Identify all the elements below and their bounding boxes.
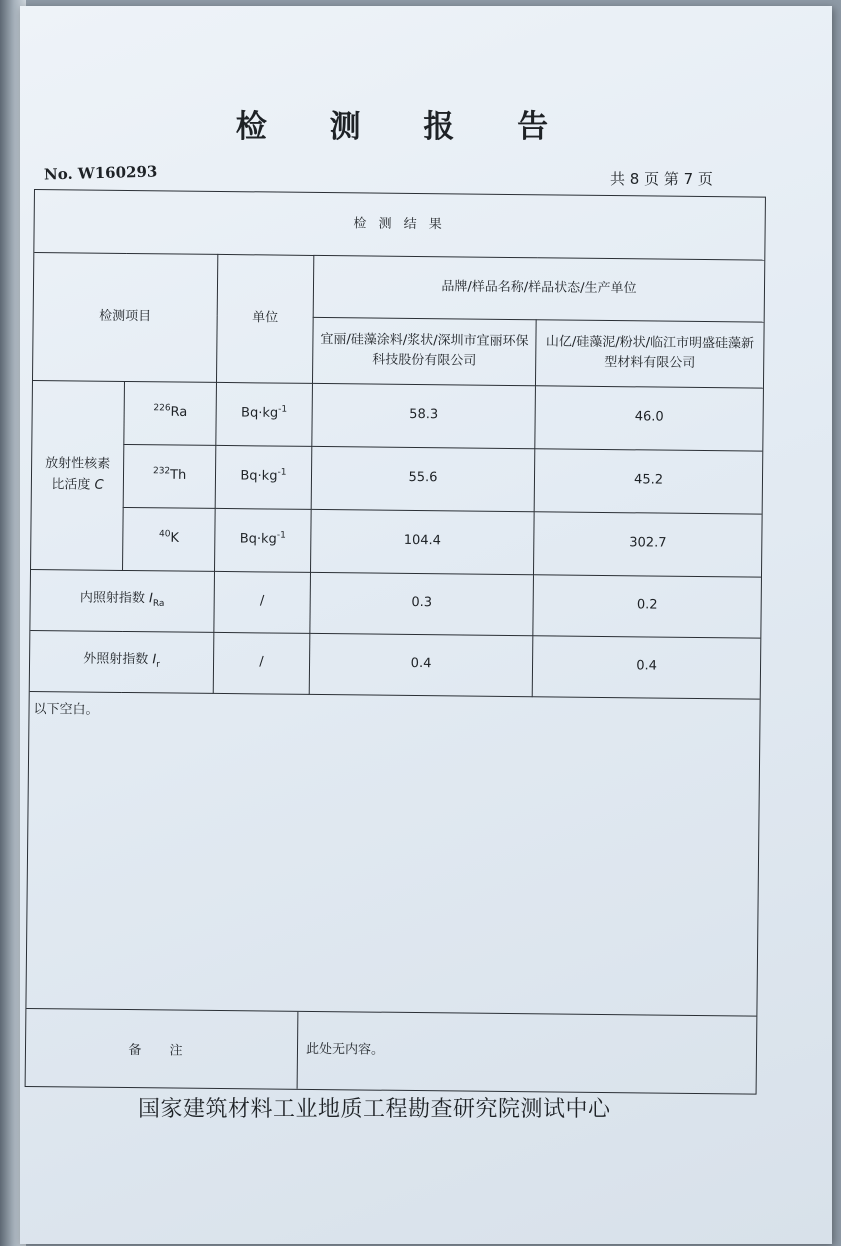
nuclide-group-symbol: C	[94, 477, 104, 493]
nuclide-value-sample-2: 46.0	[535, 385, 763, 450]
index-unit: /	[213, 632, 309, 694]
nuclide-value-sample-1: 104.4	[310, 509, 534, 574]
report-number: No. W160293	[43, 162, 158, 184]
header-sample-2: 山亿/硅藻泥/粉状/临江市明盛硅藻新型材料有限公司	[536, 319, 764, 387]
remarks-label: 备 注	[26, 1009, 299, 1089]
nuclide-value-sample-1: 58.3	[312, 383, 536, 448]
index-value-sample-2: 0.2	[533, 574, 761, 637]
nuclide-name: $^{40}$K	[123, 507, 215, 571]
nuclide-unit: $Bq\cdot kg^{-1}$	[216, 382, 312, 446]
nuclide-group-line2: 比活度	[51, 476, 91, 493]
page-title: 检 测 报 告	[235, 109, 575, 145]
results-frame	[25, 189, 766, 1095]
header-sample-1: 宜丽/硅藻涂料/浆状/深圳市宜丽环保科技股份有限公司	[312, 317, 536, 385]
index-label: 外照射指数 $I_r$	[30, 630, 214, 693]
blank-note: 以下空白。	[33, 701, 99, 718]
nuclide-unit: $Bq\cdot kg^{-1}$	[215, 508, 311, 572]
page-count: 共 8 页 第 7 页	[610, 170, 713, 188]
table-caption: 检 测 结 果	[34, 190, 765, 260]
header-sample-group: 品牌/样品名称/样品状态/生产单位	[313, 255, 764, 322]
nuclide-row	[32, 380, 763, 451]
nuclide-row	[32, 443, 763, 514]
report-page	[20, 6, 832, 1244]
index-value-sample-1: 0.4	[309, 633, 533, 696]
header-unit: 单位	[217, 254, 314, 383]
institution-name: 国家建筑材料工业地质工程勘查研究院测试中心	[138, 1097, 611, 1122]
index-value-sample-2: 0.4	[532, 635, 760, 698]
index-row	[30, 630, 761, 699]
header-item: 检测项目	[33, 252, 218, 382]
nuclide-unit: $Bq\cdot kg^{-1}$	[215, 445, 311, 509]
nuclide-value-sample-2: 302.7	[534, 511, 762, 576]
index-value-sample-1: 0.3	[310, 572, 534, 635]
nuclide-group-label	[31, 380, 125, 570]
results-table	[30, 190, 765, 699]
index-label: 内照射指数 $I_{Ra}$	[30, 569, 214, 632]
index-row	[30, 569, 761, 638]
nuclide-value-sample-1: 55.6	[311, 446, 535, 511]
nuclide-name: $^{232}$Th	[123, 444, 215, 508]
nuclide-row	[31, 506, 762, 577]
index-unit: /	[214, 571, 310, 633]
nuclide-name: $^{226}$Ra	[124, 381, 216, 445]
nuclide-value-sample-2: 45.2	[534, 448, 762, 513]
remarks-section	[26, 1008, 757, 1094]
nuclide-group-line1: 放射性核素	[45, 456, 111, 473]
remarks-content: 此处无内容。	[305, 1041, 385, 1058]
